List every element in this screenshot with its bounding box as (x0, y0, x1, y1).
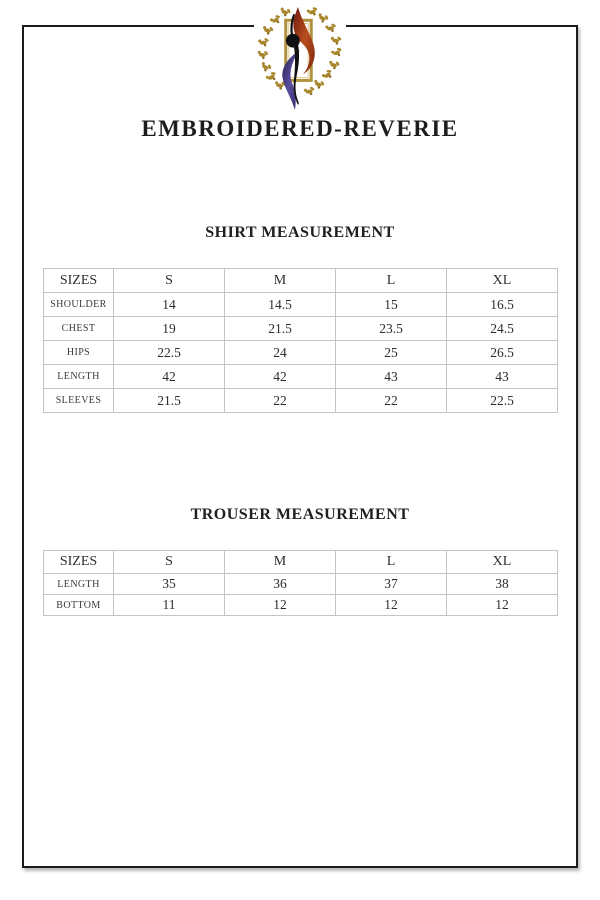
header-row (44, 551, 558, 574)
trouser-measurement-table (43, 550, 558, 616)
measurement-value: 24 (225, 341, 336, 365)
measurement-value: 23.5 (336, 317, 447, 341)
measurement-value: 38 (447, 574, 558, 595)
measurement-value: 25 (336, 341, 447, 365)
measurement-row (44, 595, 558, 616)
measurement-row (44, 389, 558, 413)
trouser-section-title: TROUSER MEASUREMENT (190, 506, 410, 523)
measurement-value: 14 (114, 293, 225, 317)
measurement-value: 22.5 (447, 389, 558, 413)
measurement-row (44, 365, 558, 389)
measurement-value: 12 (336, 595, 447, 616)
measurement-value: 24.5 (447, 317, 558, 341)
measurement-row-label: LENGTH (44, 365, 114, 389)
measurement-row-label: SLEEVES (44, 389, 114, 413)
measurement-value: 14.5 (225, 293, 336, 317)
measurement-value: 26.5 (447, 341, 558, 365)
measurement-row-label: LENGTH (44, 574, 114, 595)
size-column-header: M (225, 551, 336, 574)
size-column-header: XL (447, 269, 558, 293)
measurement-value: 42 (114, 365, 225, 389)
shirt-measurement-table (43, 268, 558, 413)
page-border-frame (22, 25, 578, 868)
size-column-header: S (114, 551, 225, 574)
size-column-header: XL (447, 551, 558, 574)
measurement-row-label: HIPS (44, 341, 114, 365)
measurement-value: 22 (225, 389, 336, 413)
measurement-value: 22.5 (114, 341, 225, 365)
measurement-value: 15 (336, 293, 447, 317)
measurement-row (44, 293, 558, 317)
measurement-value: 21.5 (114, 389, 225, 413)
sizes-header-cell: SIZES (44, 551, 114, 574)
header-row (44, 269, 558, 293)
measurement-value: 43 (447, 365, 558, 389)
measurement-value: 12 (225, 595, 336, 616)
measurement-row-label: SHOULDER (44, 293, 114, 317)
measurement-value: 35 (114, 574, 225, 595)
size-column-header: S (114, 269, 225, 293)
size-column-header: L (336, 269, 447, 293)
measurement-value: 36 (225, 574, 336, 595)
measurement-value: 11 (114, 595, 225, 616)
measurement-row (44, 574, 558, 595)
measurement-row-label: BOTTOM (44, 595, 114, 616)
brand-logo (254, 5, 346, 113)
measurement-value: 12 (447, 595, 558, 616)
measurement-value: 16.5 (447, 293, 558, 317)
measurement-value: 21.5 (225, 317, 336, 341)
size-column-header: L (336, 551, 447, 574)
measurement-row-label: CHEST (44, 317, 114, 341)
brand-title: EMBROIDERED-REVERIE (141, 116, 459, 141)
sizes-header-cell: SIZES (44, 269, 114, 293)
shirt-section-title: SHIRT MEASUREMENT (205, 224, 395, 241)
measurement-row (44, 341, 558, 365)
measurement-value: 42 (225, 365, 336, 389)
measurement-value: 19 (114, 317, 225, 341)
brand-emblem-icon (254, 5, 346, 113)
measurement-value: 22 (336, 389, 447, 413)
measurement-row (44, 317, 558, 341)
measurement-value: 43 (336, 365, 447, 389)
size-column-header: M (225, 269, 336, 293)
measurement-value: 37 (336, 574, 447, 595)
